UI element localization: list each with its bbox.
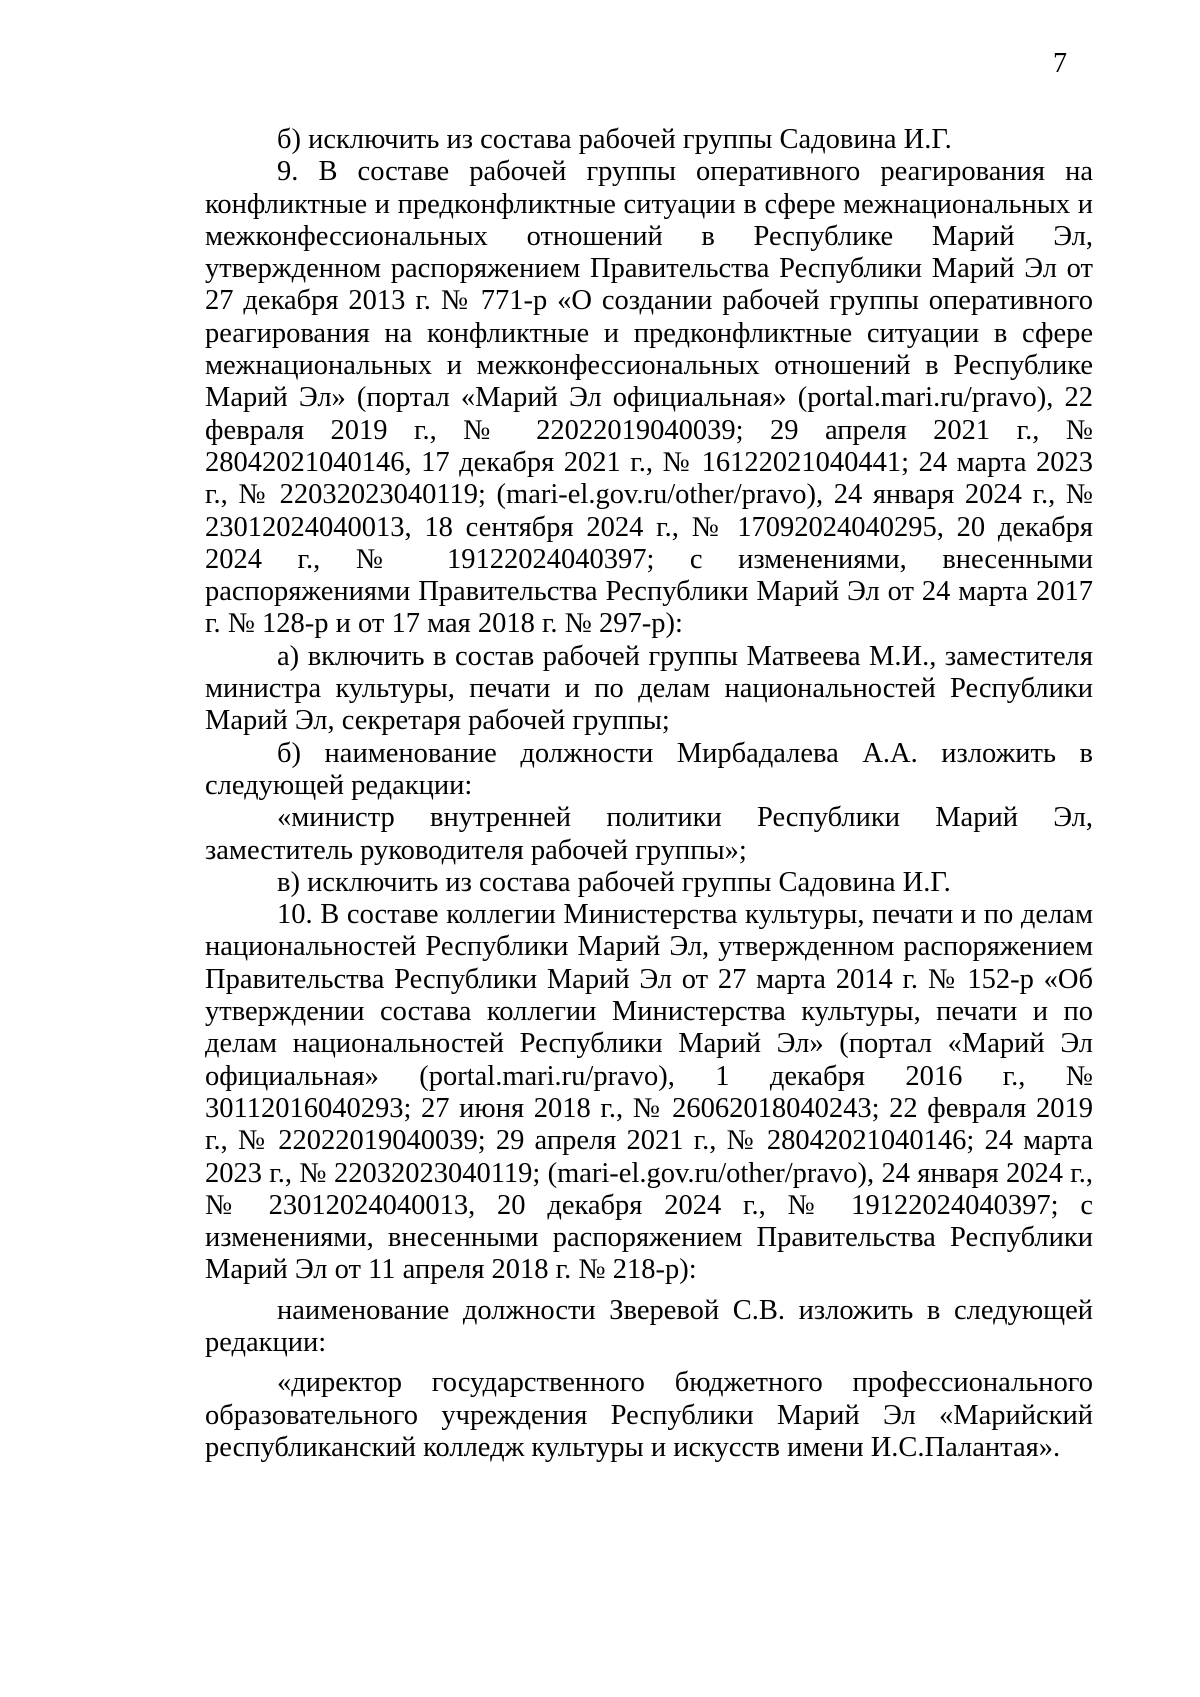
paragraph-10-collegium: 10. В составе коллегии Министерства культуры, печати и по делам национальностей Республики Марий Эл, утвержденном распоряжением Правительства Республики Марий Эл от 27 марта 2014 г. № 152-р «Об утверждении состава коллегии Министерства культуры, печати и по делам национальностей Республики Марий Эл» (портал «Марий Эл официальная» (portal.mari.ru/pravo), 1 декабря 2016 г., № 30112016040293; 27 июня 2018 г., № 26062018040243; 22 февраля 2019 г., № 22022019040039; 29 апреля 2021 г., № 28042021040146; 24 марта 2023 г., № 22032023040119; (mari-el.gov.ru/other/pravo), 24 января 2024 г., № 23012024040013, 20 декабря 2024 г., № 19122024040397; с изменениями, внесенными распоряжением Правительства Республики Марий Эл от 11 апреля 2018 г. № 218-р): <box>205 899 1093 1286</box>
document-body <box>205 124 1093 1464</box>
paragraph-10-new-wording: «директор государственного бюджетного профессионального образовательного учреждения Республики Марий Эл «Марийский республиканский колледж культуры и искусств имени И.С.Палантая». <box>205 1367 1093 1463</box>
paragraph-9a-include: а) включить в состав рабочей группы Матвеева М.И., заместителя министра культуры, печати и по делам национальностей Республики Марий Эл, секретаря рабочей группы; <box>205 640 1093 737</box>
paragraph-8b-exclude: б) исключить из состава рабочей группы Садовина И.Г. <box>277 124 952 155</box>
paragraph-10-position: наименование должности Зверевой С.В. изложить в следующей редакции: <box>205 1294 1093 1358</box>
paragraph-9c-exclude: в) исключить из состава рабочей группы Садовина И.Г. <box>277 866 951 898</box>
page-number: 7 <box>1053 48 1067 79</box>
paragraph-9b-new-wording: «министр внутренней политики Республики Марий Эл, заместитель руководителя рабочей группы»; <box>205 802 1093 866</box>
paragraph-9b-position: б) наименование должности Мирбадалева А.А. изложить в следующей редакции: <box>205 737 1093 801</box>
paragraph-9-working-group: 9. В составе рабочей группы оперативного реагирования на конфликтные и предконфликтные ситуации в сфере межнациональных и межконфессиональных отношений в Республике Марий Эл, утвержденном распоряжением Правительства Республики Марий Эл от 27 декабря 2013 г. № 771-р «О создании рабочей группы оперативного реагирования на конфликтные и предконфликтные ситуации в сфере межнациональных и межконфессиональных отношений в Республике Марий Эл» (портал «Марий Эл официальная» (portal.mari.ru/pravo), 22 февраля 2019 г., № 22022019040039; 29 апреля 2021 г., № 28042021040146, 17 декабря 2021 г., № 16122021040441; 24 марта 2023 г., № 22032023040119; (mari-el.gov.ru/other/pravo), 24 января 2024 г., № 23012024040013, 18 сентября 2024 г., № 17092024040295, 20 декабря 2024 г., № 19122024040397; с изменениями, внесенными распоряжениями Правительства Республики Марий Эл от 24 марта 2017 г. № 128-р и от 17 мая 2018 г. № 297-р): <box>205 156 1093 640</box>
